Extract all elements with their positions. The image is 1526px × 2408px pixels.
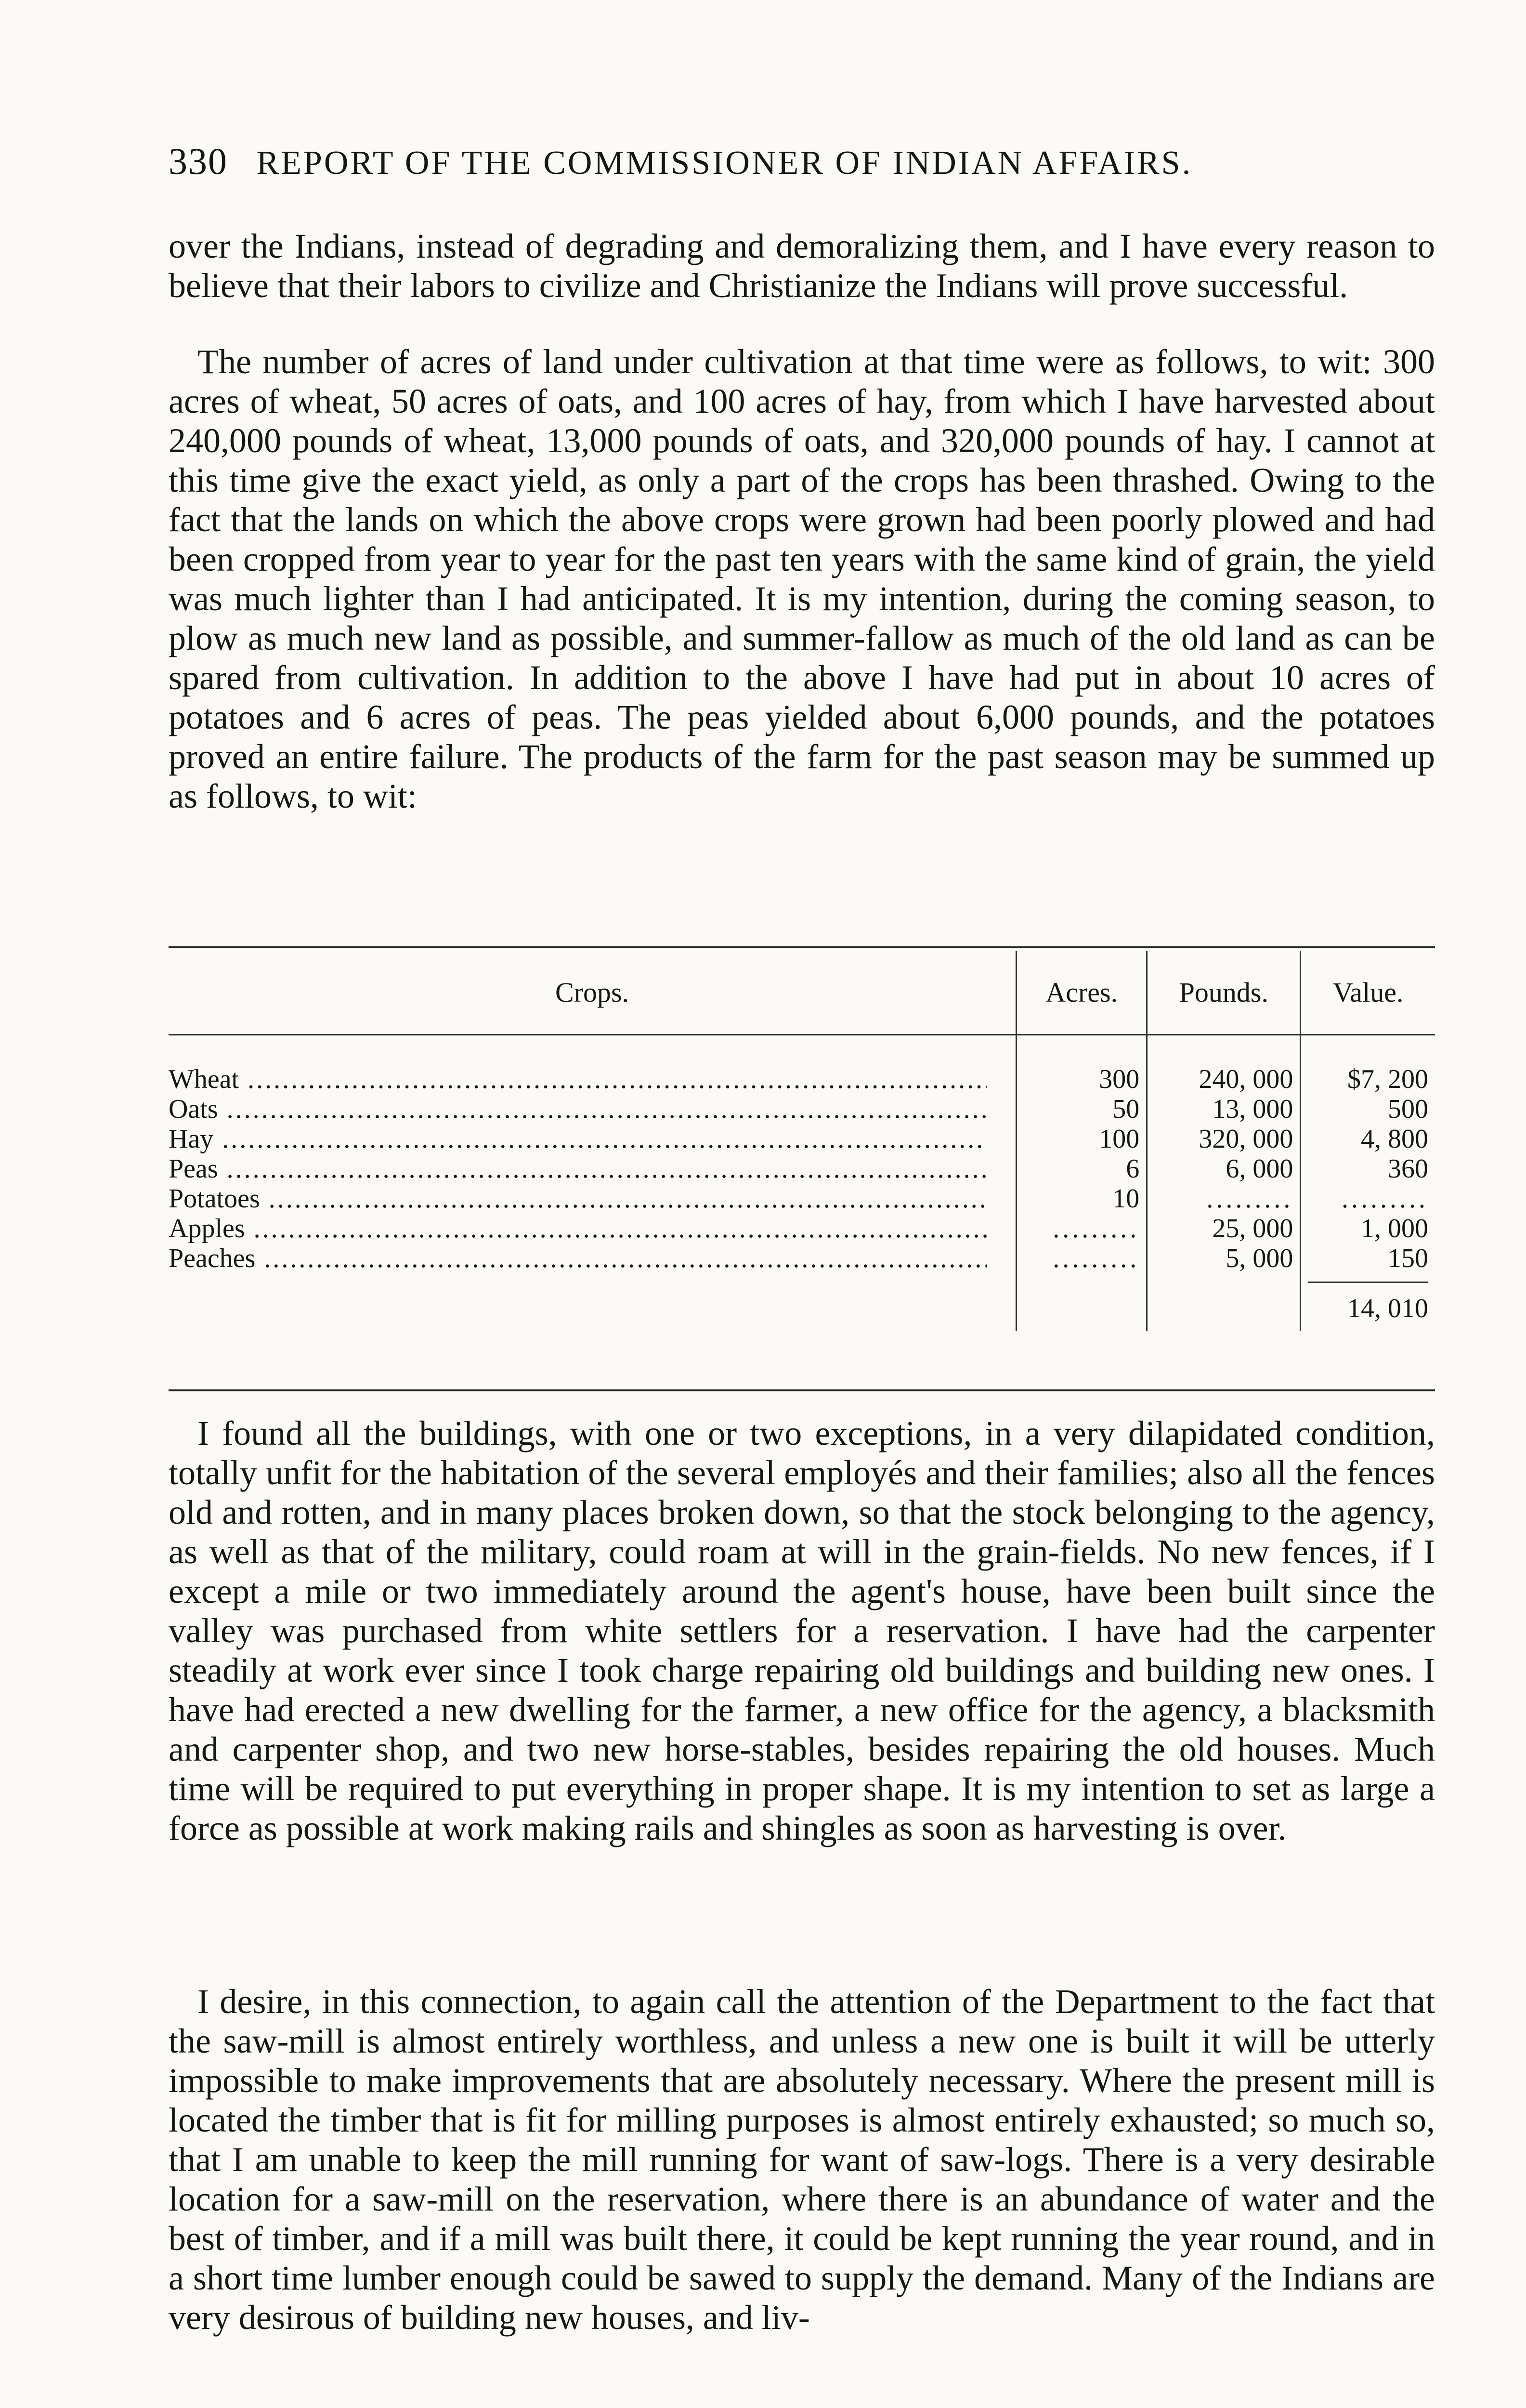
value-cell: $7, 200 — [1301, 1064, 1435, 1094]
table-row — [169, 1184, 1435, 1214]
acres-cell: 100 — [1017, 1124, 1147, 1154]
running-title: REPORT OF THE COMMISSIONER OF INDIAN AFFAIRS. — [256, 144, 1193, 182]
header-pounds: Pounds. — [1147, 951, 1301, 1035]
crop-name: Oats ..... — [169, 1094, 987, 1124]
value-cell: 360 — [1301, 1154, 1435, 1184]
acres-cell: 300 — [1017, 1064, 1147, 1094]
page-number: 330 — [169, 140, 228, 182]
paragraph-1: over the Indians, instead of degrading and demoralizing them, and I have every reason to believe that their labors to civilize and Christianize the Indians will prove successful. — [169, 227, 1435, 305]
acres-cell: 10 — [1017, 1184, 1147, 1214]
crop-name: Apples ..... — [169, 1214, 987, 1243]
acres-cell: ......... — [1017, 1243, 1147, 1273]
paragraph-4: I desire, in this connection, to again call the attention of the Department to the fact that the saw-mill is almost entirely worthless, and unless a new one is built it will be utterly impossible to make improvements that are absolutely necessary. Where the present mill is located the timber that is fit for milling purposes is almost entirely exhausted; so much so, that I am unable to keep the mill running for want of saw-logs. There is a very desirable location for a saw-mill on the reservation, where there is an abundance of water and the best of timber, and if a mill was built there, it could be kept running the year round, and in a short time lumber enough could be sawed to supply the demand. Many of the Indians are very desirous of building new houses, and liv- — [169, 1982, 1435, 2337]
pounds-cell: 5, 000 — [1147, 1243, 1301, 1273]
value-cell: 4, 800 — [1301, 1124, 1435, 1154]
header-value: Value. — [1301, 951, 1435, 1035]
table-row — [169, 1064, 1435, 1094]
running-header — [169, 140, 1435, 183]
paragraph-2: The number of acres of land under cultivation at that time were as follows, to wit: 300 acres of wheat, 50 acres of oats, and 100 acres of hay, from which I have harvested about 240,000 pounds of wheat, 13,000 pounds of oats, and 320,000 pounds of hay. I cannot at this time give the exact yield, as only a part of the crops has been thrashed. Owing to the fact that the lands on which the above crops were grown had been poorly plowed and had been cropped from year to year for the past ten years with the same kind of grain, the yield was much lighter than I had anticipated. It is my intention, during the coming season, to plow as much new land as possible, and summer-fallow as much of the old land as can be spared from cultivation. In addition to the above I have had put in about 10 acres of potatoes and 6 acres of peas. The peas yielded about 6,000 pounds, and the potatoes proved an entire failure. The products of the farm for the past season may be summed up as follows, to wit: — [169, 342, 1435, 815]
crop-name: Wheat ..... — [169, 1064, 987, 1094]
crops-table — [169, 951, 1435, 1331]
table-total-row — [169, 1273, 1435, 1331]
crop-name: Peaches ..... — [169, 1243, 987, 1273]
crop-name: Potatoes ..... — [169, 1184, 987, 1214]
value-cell: 150 — [1301, 1243, 1435, 1273]
table-row — [169, 1094, 1435, 1124]
value-cell: ......... — [1301, 1184, 1435, 1214]
table-row — [169, 1124, 1435, 1154]
table-row — [169, 1154, 1435, 1184]
pounds-cell: 25, 000 — [1147, 1214, 1301, 1243]
table-row — [169, 1214, 1435, 1243]
header-acres: Acres. — [1017, 951, 1147, 1035]
table-row — [169, 1243, 1435, 1273]
pounds-cell: 13, 000 — [1147, 1094, 1301, 1124]
value-cell: 500 — [1301, 1094, 1435, 1124]
crop-name: Peas ..... — [169, 1154, 987, 1184]
pounds-cell: ......... — [1147, 1184, 1301, 1214]
acres-cell: 6 — [1017, 1154, 1147, 1184]
total-value: 14, 010 — [1308, 1282, 1428, 1323]
value-cell: 1, 000 — [1301, 1214, 1435, 1243]
pounds-cell: 240, 000 — [1147, 1064, 1301, 1094]
table-top-rule — [169, 946, 1435, 948]
crop-name: Hay ..... — [169, 1124, 987, 1154]
pounds-cell: 320, 000 — [1147, 1124, 1301, 1154]
paragraph-3: I found all the buildings, with one or two exceptions, in a very dilapidated condition, totally unfit for the habitation of the several employés and their families; also all the fences old and rotten, and in many places broken down, so that the stock belonging to the agency, as well as that of the military, could roam at will in the grain-fields. No new fences, if I except a mile or two immediately around the agent's house, have been built since the valley was purchased from white settlers for a reservation. I have had the carpenter steadily at work ever since I took charge repairing old buildings and building new ones. I have had erected a new dwelling for the farmer, a new office for the agency, a blacksmith and carpenter shop, and two new horse-stables, besides repairing the old houses. Much time will be required to put everything in proper shape. It is my intention to set as large a force as possible at work making rails and shingles as soon as harvesting is over. — [169, 1414, 1435, 1847]
pounds-cell: 6, 000 — [1147, 1154, 1301, 1184]
header-crops: Crops. — [169, 951, 1017, 1035]
table-header-row — [169, 951, 1435, 1035]
acres-cell: 50 — [1017, 1094, 1147, 1124]
table-bottom-rule — [169, 1389, 1435, 1391]
acres-cell: ......... — [1017, 1214, 1147, 1243]
